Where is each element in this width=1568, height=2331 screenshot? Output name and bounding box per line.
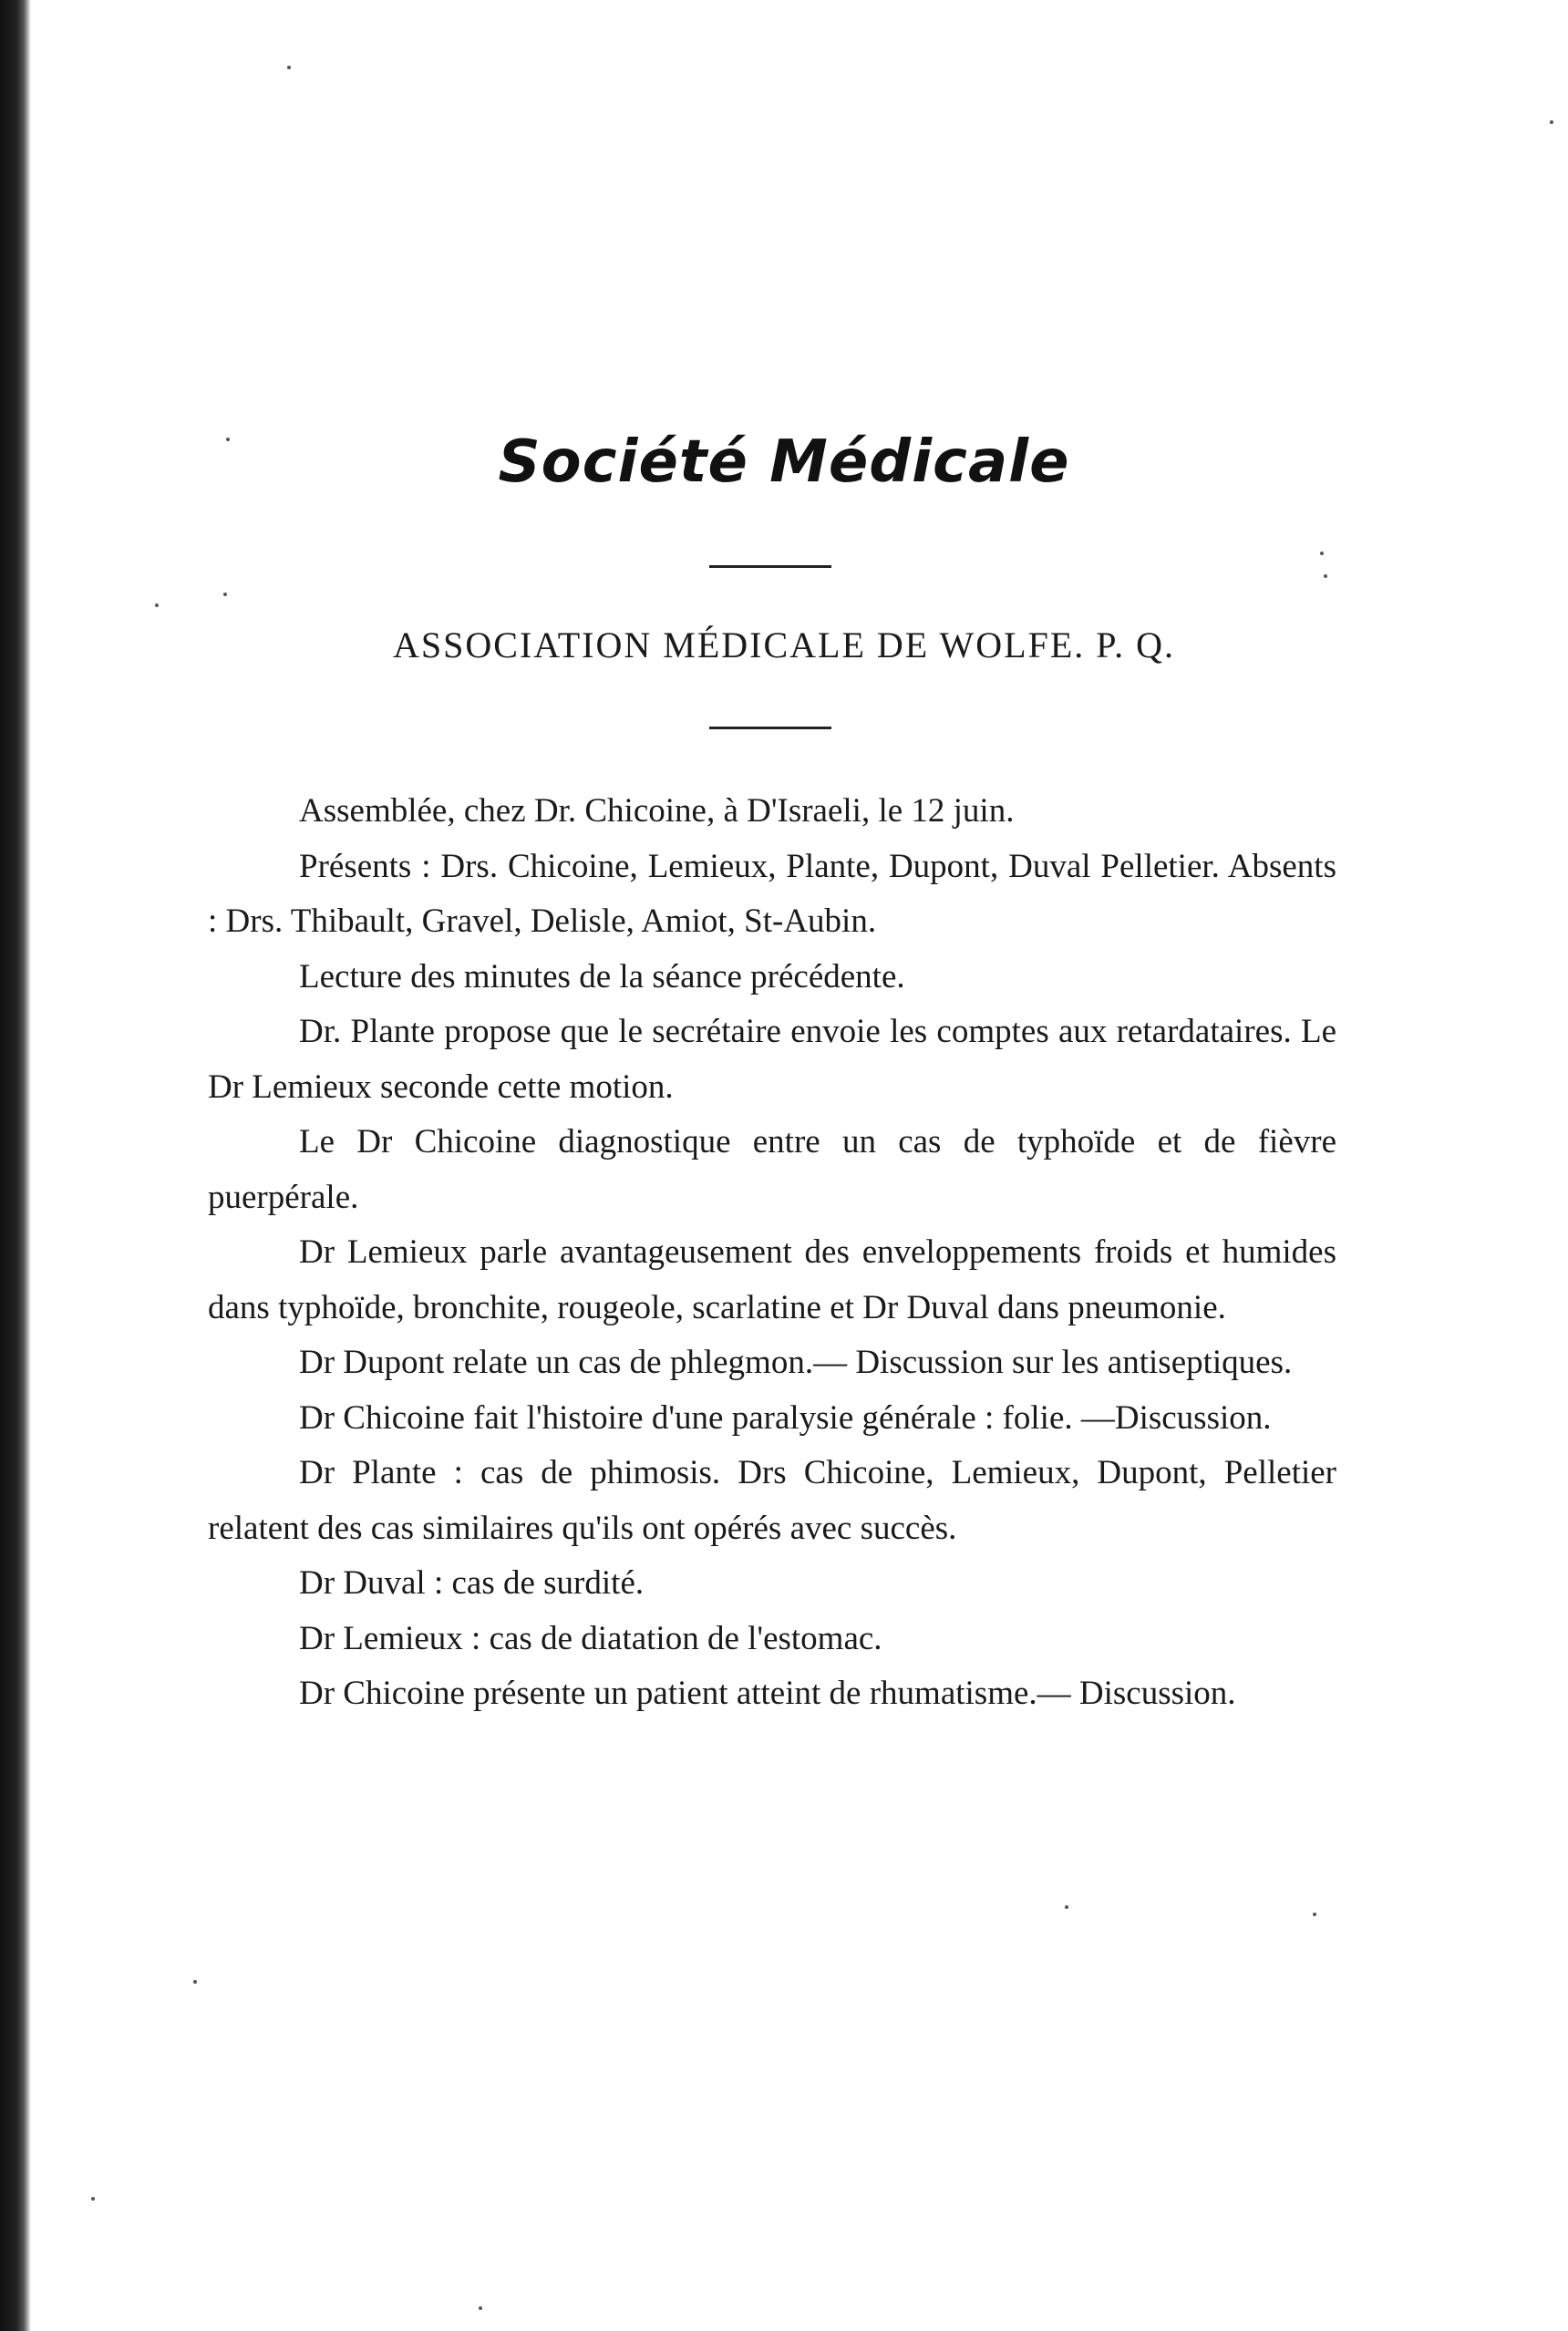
paragraph-rhumatisme: Dr Chicoine présente un patient atteint de rhumatisme.— Discussion. xyxy=(299,1675,1236,1712)
paragraph-estomac: Dr Lemieux : cas de diatation de l'estomac. xyxy=(299,1619,882,1657)
scan-speck xyxy=(223,593,227,596)
paragraph-surdite: Dr Duval : cas de surdité. xyxy=(299,1564,645,1602)
scan-speck xyxy=(91,2197,95,2201)
scan-speck xyxy=(1320,552,1324,555)
paragraph-attendance: Présents : Drs. Chicoine, Lemieux, Plante, Dupont, Duval Pelletier. Absents : Drs. Thibault, Gravel, Delisle, Amiot, St-Aubin. xyxy=(208,847,1336,940)
section-heading: ASSOCIATION MÉDICALE DE WOLFE. P. Q. xyxy=(393,624,1175,665)
scan-speck xyxy=(479,2306,482,2310)
title-divider xyxy=(709,565,831,568)
scan-speck xyxy=(1324,574,1327,578)
scan-speck xyxy=(1550,120,1553,124)
minutes-body xyxy=(208,784,1336,1722)
paragraph-motion: Dr. Plante propose que le secrétaire envoie les comptes aux retardataires. Le Dr Lemieux seconde cette motion. xyxy=(208,1013,1336,1106)
paragraph-minutes-reading: Lecture des minutes de la séance précédente. xyxy=(299,957,905,995)
scan-speck xyxy=(1065,1905,1068,1909)
paragraph-diagnosis: Le Dr Chicoine diagnostique entre un cas de typhoïde et de fièvre puerpérale. xyxy=(208,1123,1336,1216)
page-title: Société Médicale xyxy=(498,428,1070,496)
paragraph-phimosis: Dr Plante : cas de phimosis. Drs Chicoine, Lemieux, Dupont, Pelletier relatent des cas similaires qu'ils ont opérés avec succès. xyxy=(208,1454,1336,1547)
heading-divider xyxy=(709,727,831,729)
scan-speck xyxy=(1313,1913,1316,1916)
paragraph-meeting-place: Assemblée, chez Dr. Chicoine, à D'Israeli, le 12 juin. xyxy=(299,792,1015,830)
scan-speck xyxy=(287,66,291,69)
paragraph-paralysie: Dr Chicoine fait l'histoire d'une paralysie générale : folie. —Discussion. xyxy=(299,1398,1272,1437)
scan-speck xyxy=(155,603,159,607)
binding-edge xyxy=(0,0,31,2331)
paragraph-enveloppements: Dr Lemieux parle avantageusement des enveloppements froids et humides dans typhoïde, bronchite, rougeole, scarlatine et Dr Duval dans pneumonie. xyxy=(208,1233,1336,1326)
scan-speck xyxy=(193,1980,197,1984)
paragraph-phlegmon: Dr Dupont relate un cas de phlegmon.— Discussion sur les antiseptiques. xyxy=(299,1344,1293,1381)
